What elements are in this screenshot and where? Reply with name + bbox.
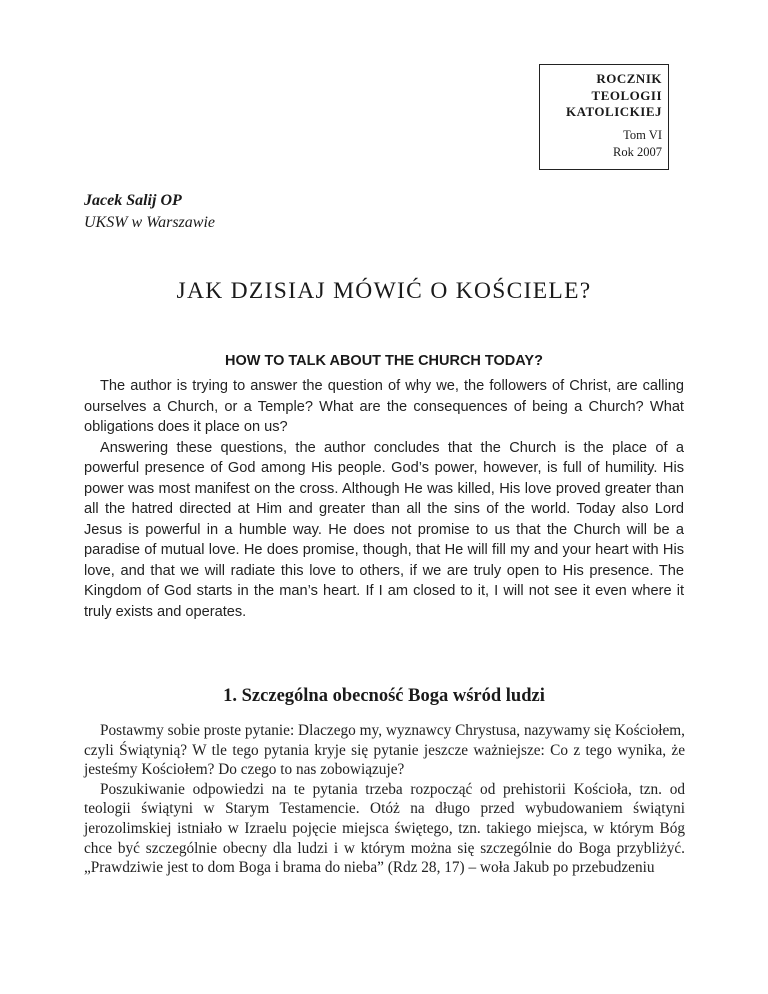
journal-year: Rok 2007 [613,144,662,159]
journal-name-line-2: TEOLOGII [591,87,662,103]
abstract-paragraph: Answering these questions, the author concludes that the Church is the place of a powerful presence of God among His people. God’s power, however, is full of humility. His power was most manifest on the cross. Although He was killed, His love proved greater than all the hatred directed at Him and greater than all the sins of the world. Today also Lord Jesus is powerful in a humble way. He does not promise to us that the Church will be a paradise of mutual love. He does promise, though, that He will fill my and your heart with His love, and that we will radiate this love to others, if we are truly open to His presence. The Kingdom of God starts in the man’s heart. If I am closed to it, I will not see it even where it truly exists and operates. [84,439,684,620]
article-title: JAK DZISIAJ MÓWIĆ O KOŚCIELE? [176,278,592,304]
journal-name-line-1: ROCZNIK [596,71,662,86]
english-title: HOW TO TALK ABOUT THE CHURCH TODAY? [225,353,543,369]
abstract [84,376,684,622]
author-name: Jacek Salij OP [84,192,182,209]
abstract-paragraph: The author is trying to answer the question of why we, the followers of Christ, are calling ourselves a Church, or a Temple? What are the consequences of being a Church? What obligations does it place on us? [84,378,684,435]
body-paragraph: Postawmy sobie proste pytanie: Dlaczego my, wyznawcy Chrystusa, nazywamy się Kościołem, czyli Świątynią? W tle tego pytania kryje się pytanie jeszcze ważniejsze: Co z tego wynika, że jesteśmy Kościołem? Do czego to nas zobowiązuje? [84,722,685,779]
journal-info-box [539,64,669,170]
journal-name-line-3: KATOLICKIEJ [565,104,662,119]
author-block [84,190,215,234]
section-body [84,721,685,878]
author-affiliation: UKSW w Warszawie [84,214,215,231]
journal-volume: Tom VI [623,127,662,142]
section-heading: 1. Szczególna obecność Boga wśród ludzi [223,686,545,706]
body-paragraph: Poszukiwanie odpowiedzi na te pytania trzeba rozpocząć od prehistorii Kościoła, tzn. od teologii świątyni w Starym Testamencie. Otóż na długo przed wybudowaniem świątyni jerozolimskiej istniało w Izraelu pojęcie miejsca świętego, tzn. takiego miejsca, w którym Bóg chce być szczególnie obecny dla ludzi i w którym można się szczególnie do Boga przybliżyć. „Prawdziwie jest to dom Boga i brama do nieba” (Rdz 28, 17) – woła Jakub po przebudzeniu [84,780,685,877]
